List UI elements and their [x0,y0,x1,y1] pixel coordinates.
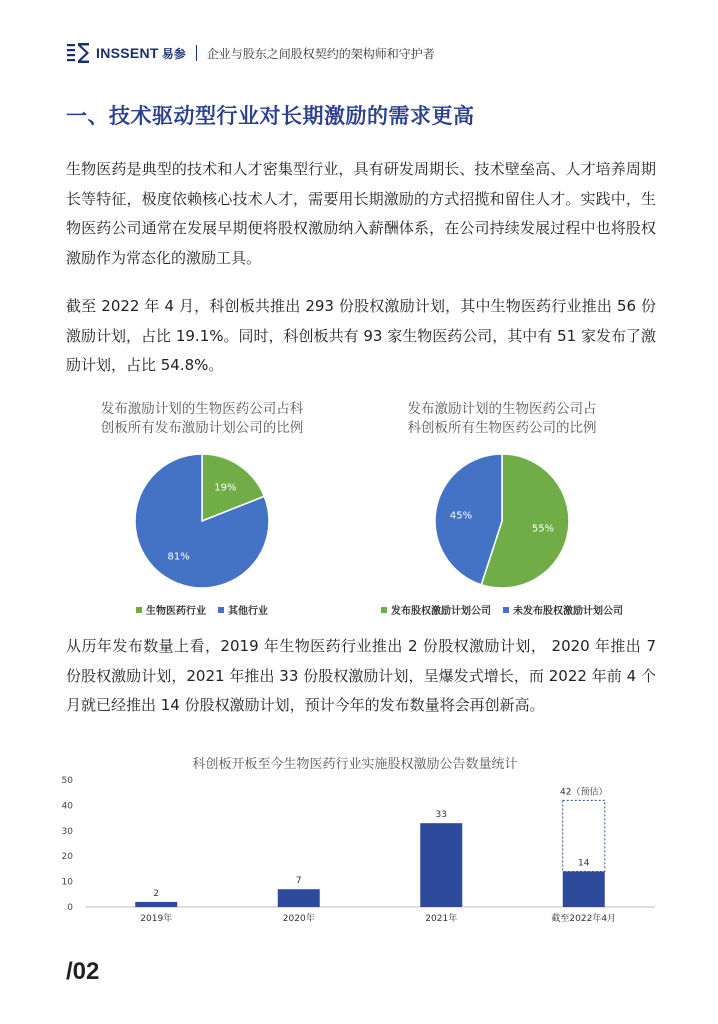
pie-title-line: 创板所有发布激励计划公司的比例 [100,420,304,436]
y-tick-label: 10 [61,877,73,888]
bar [278,889,320,907]
y-tick-label: 50 [61,776,73,786]
pie-chart-svg [427,446,577,596]
legend-swatch [218,607,224,613]
brand-name-cn: 易参 [161,46,186,61]
x-tick-label: 2019年 [140,914,173,924]
pie-title-line: 发布激励计划的生物医药公司占 [407,401,597,417]
paragraph-intro: 生物医药是典型的技术和人才密集型行业，具有研发周期长、技术壁垒高、人才培养周期长等特征，极度依赖核心技术人才，需要用长期激励的方式招揽和留住人才。实践中，生物医药公司通常在发展早期便将股权激励纳入薪酬体系，在公司持续发展过程中也将股权激励作为常态化的激励工具。 [66,160,656,267]
x-tick-label: 2021年 [425,914,458,924]
pie-chart-industry-share [52,400,352,617]
legend-label: 发布股权激励计划公司 [391,606,491,617]
legend-swatch [381,607,387,613]
bar-data-label: 33 [435,810,447,821]
pie-legend [52,602,352,617]
paragraph-yearly-trend: 从历年发布数量上看，2019 年生物医药行业推出 2 份股权激励计划， 2020 年推出 7 份股权激励计划，2021 年推出 33 份股权激励计划，呈爆发式增长，而 2022 年前 4 个月就已经推出 14 份股权激励计划，预计今年的发布数量将会再创新高。 [66,637,656,714]
y-tick-label: 20 [61,852,73,863]
legend-swatch [136,607,142,613]
pie-slice-label: 45% [449,510,473,522]
bar [563,871,605,907]
y-tick-label: 30 [61,826,73,837]
pie-legend [352,602,652,617]
pie-slice-label: 81% [167,551,190,563]
y-tick-label: 40 [61,801,73,812]
insent-logo-icon [66,41,90,65]
page-number: /02 [66,958,100,985]
bar-data-label: 7 [295,876,302,887]
pie-title-line: 科创板所有生物医药公司的比例 [407,420,597,436]
brand-name: INSSENT [96,45,159,61]
pie-chart-title [352,400,652,438]
page-header [66,38,435,68]
section-heading: 一、技术驱动型行业对长期激励的需求更高 [66,104,475,128]
paragraph-statistics: 截至 2022 年 4 月，科创板共推出 293 份股权激励计划，其中生物医药行业推出 56 份激励计划，占比 19.1%。同时，科创板共有 93 家生物医药公司，其中有 51 家发布了激励计划，占比 54.8%。 [66,297,656,374]
header-divider [196,45,197,61]
legend-item [381,602,491,617]
legend-swatch [503,607,509,613]
x-tick-label: 2020年 [282,914,315,924]
header-tagline: 企业与股东之间股权契约的架构师和守护者 [206,46,435,61]
legend-item [218,602,268,617]
legend-label: 生物医药行业 [146,606,206,617]
pie-slice-label: 55% [531,523,555,535]
bar-chart-announcements [55,750,665,930]
bar-data-label: 2 [153,888,160,899]
legend-label: 其他行业 [228,606,268,617]
y-tick-label: 0 [67,903,73,913]
legend-label: 未发布股权激励计划公司 [513,606,623,617]
pie-chart-svg [127,446,277,596]
legend-item [136,602,206,617]
bar-data-label: 14 [578,858,590,869]
bar [135,902,177,907]
pie-chart-company-share [352,400,652,617]
pie-chart-title [52,400,352,438]
x-tick-label: 截至2022年4月 [551,914,617,924]
pie-slice-label: 19% [214,482,237,494]
bar-chart-title: 科创板开板至今生物医药行业实施股权激励公告数量统计 [192,757,518,772]
legend-item [503,602,623,617]
bar [420,823,462,907]
pie-title-line: 发布激励计划的生物医药公司占科 [100,401,304,417]
estimate-label: 42（预估） [560,787,608,798]
